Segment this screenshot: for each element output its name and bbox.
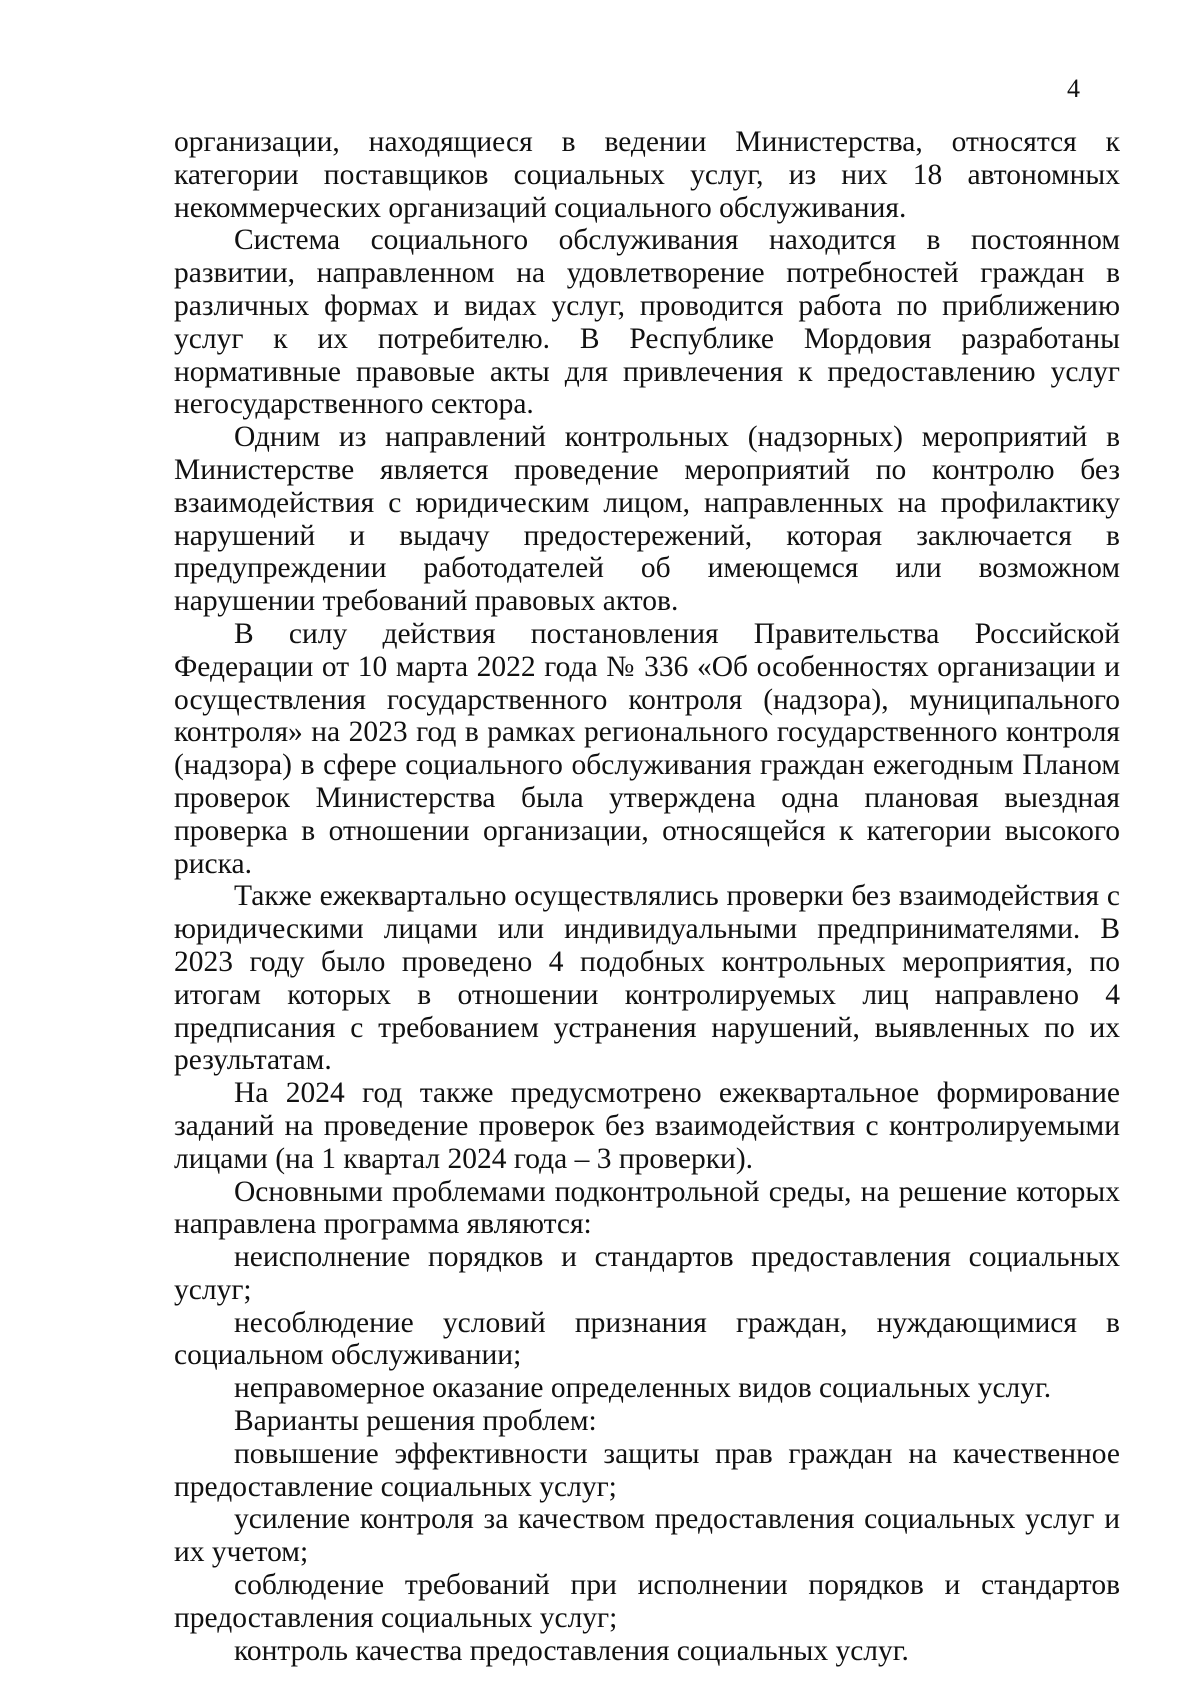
paragraph-government-decree: В силу действия постановления Правительства Российской Федерации от 10 марта 2022 года № 336 «Об особенностях организации и осуществления государственного контроля (надзора), муниципального контроля» на 2023 год в рамках регионального государственного контроля (надзора) в сфере социального обслуживания граждан ежегодным Планом проверок Министерства была утверждена одна плановая выездная проверка в отношении организации, относящейся к категории высокого риска. [174, 617, 1120, 880]
list-item-problem: несоблюдение условий признания граждан, нуждающимися в социальном обслуживании; [174, 1306, 1120, 1372]
paragraph-main-problems: Основными проблемами подконтрольной среды, на решение которых направлена программа являются: [174, 1175, 1120, 1241]
list-item-solution: усиление контроля за качеством предоставления социальных услуг и их учетом; [174, 1503, 1120, 1569]
paragraph-continuation: организации, находящиеся в ведении Министерства, относятся к категории поставщиков социальных услуг, из них 18 автономных некоммерческих организаций социального обслуживания. [174, 126, 1120, 224]
document-body [174, 126, 1120, 1667]
list-item-problem: неисполнение порядков и стандартов предоставления социальных услуг; [174, 1241, 1120, 1306]
paragraph-control-activities: Одним из направлений контрольных (надзорных) мероприятий в Министерстве является проведение мероприятий по контролю без взаимодействия с юридическим лицом, направленных на профилактику нарушений и выдачу предостережений, которая заключается в предупреждении работодателей об имеющемся или возможном нарушении требований правовых актов. [174, 421, 1120, 618]
paragraph-solutions-heading: Варианты решения проблем: [234, 1405, 597, 1438]
list-item-solution: повышение эффективности защиты прав граждан на качественное предоставление социальных услуг; [174, 1437, 1120, 1503]
list-item-solution: соблюдение требований при исполнении порядков и стандартов предоставления социальных услуг; [174, 1569, 1120, 1634]
paragraph-quarterly-inspections: Также ежеквартально осуществлялись проверки без взаимодействия с юридическими лицами или индивидуальными предпринимателями. В 2023 году было проведено 4 подобных контрольных мероприятия, по итогам которых в отношении контролируемых лиц направлено 4 предписания с требованием устранения нарушений, выявленных по их результатам. [174, 880, 1120, 1077]
paragraph-2024-plan: На 2024 год также предусмотрено ежеквартальное формирование заданий на проведение проверок без взаимодействия с контролируемыми лицами (на 1 квартал 2024 года – 3 проверки). [174, 1077, 1120, 1175]
list-item-problem: неправомерное оказание определенных видов социальных услуг. [234, 1372, 1052, 1405]
paragraph-social-service-system: Система социального обслуживания находится в постоянном развитии, направленном на удовлетворение потребностей граждан в различных формах и видах услуг, проводится работа по приближению услуг к их потребителю. В Республике Мордовия разработаны нормативные правовые акты для привлечения к предоставлению услуг негосударственного сектора. [174, 224, 1120, 421]
page-number: 4 [1067, 74, 1080, 103]
list-item-solution: контроль качества предоставления социальных услуг. [234, 1634, 909, 1667]
